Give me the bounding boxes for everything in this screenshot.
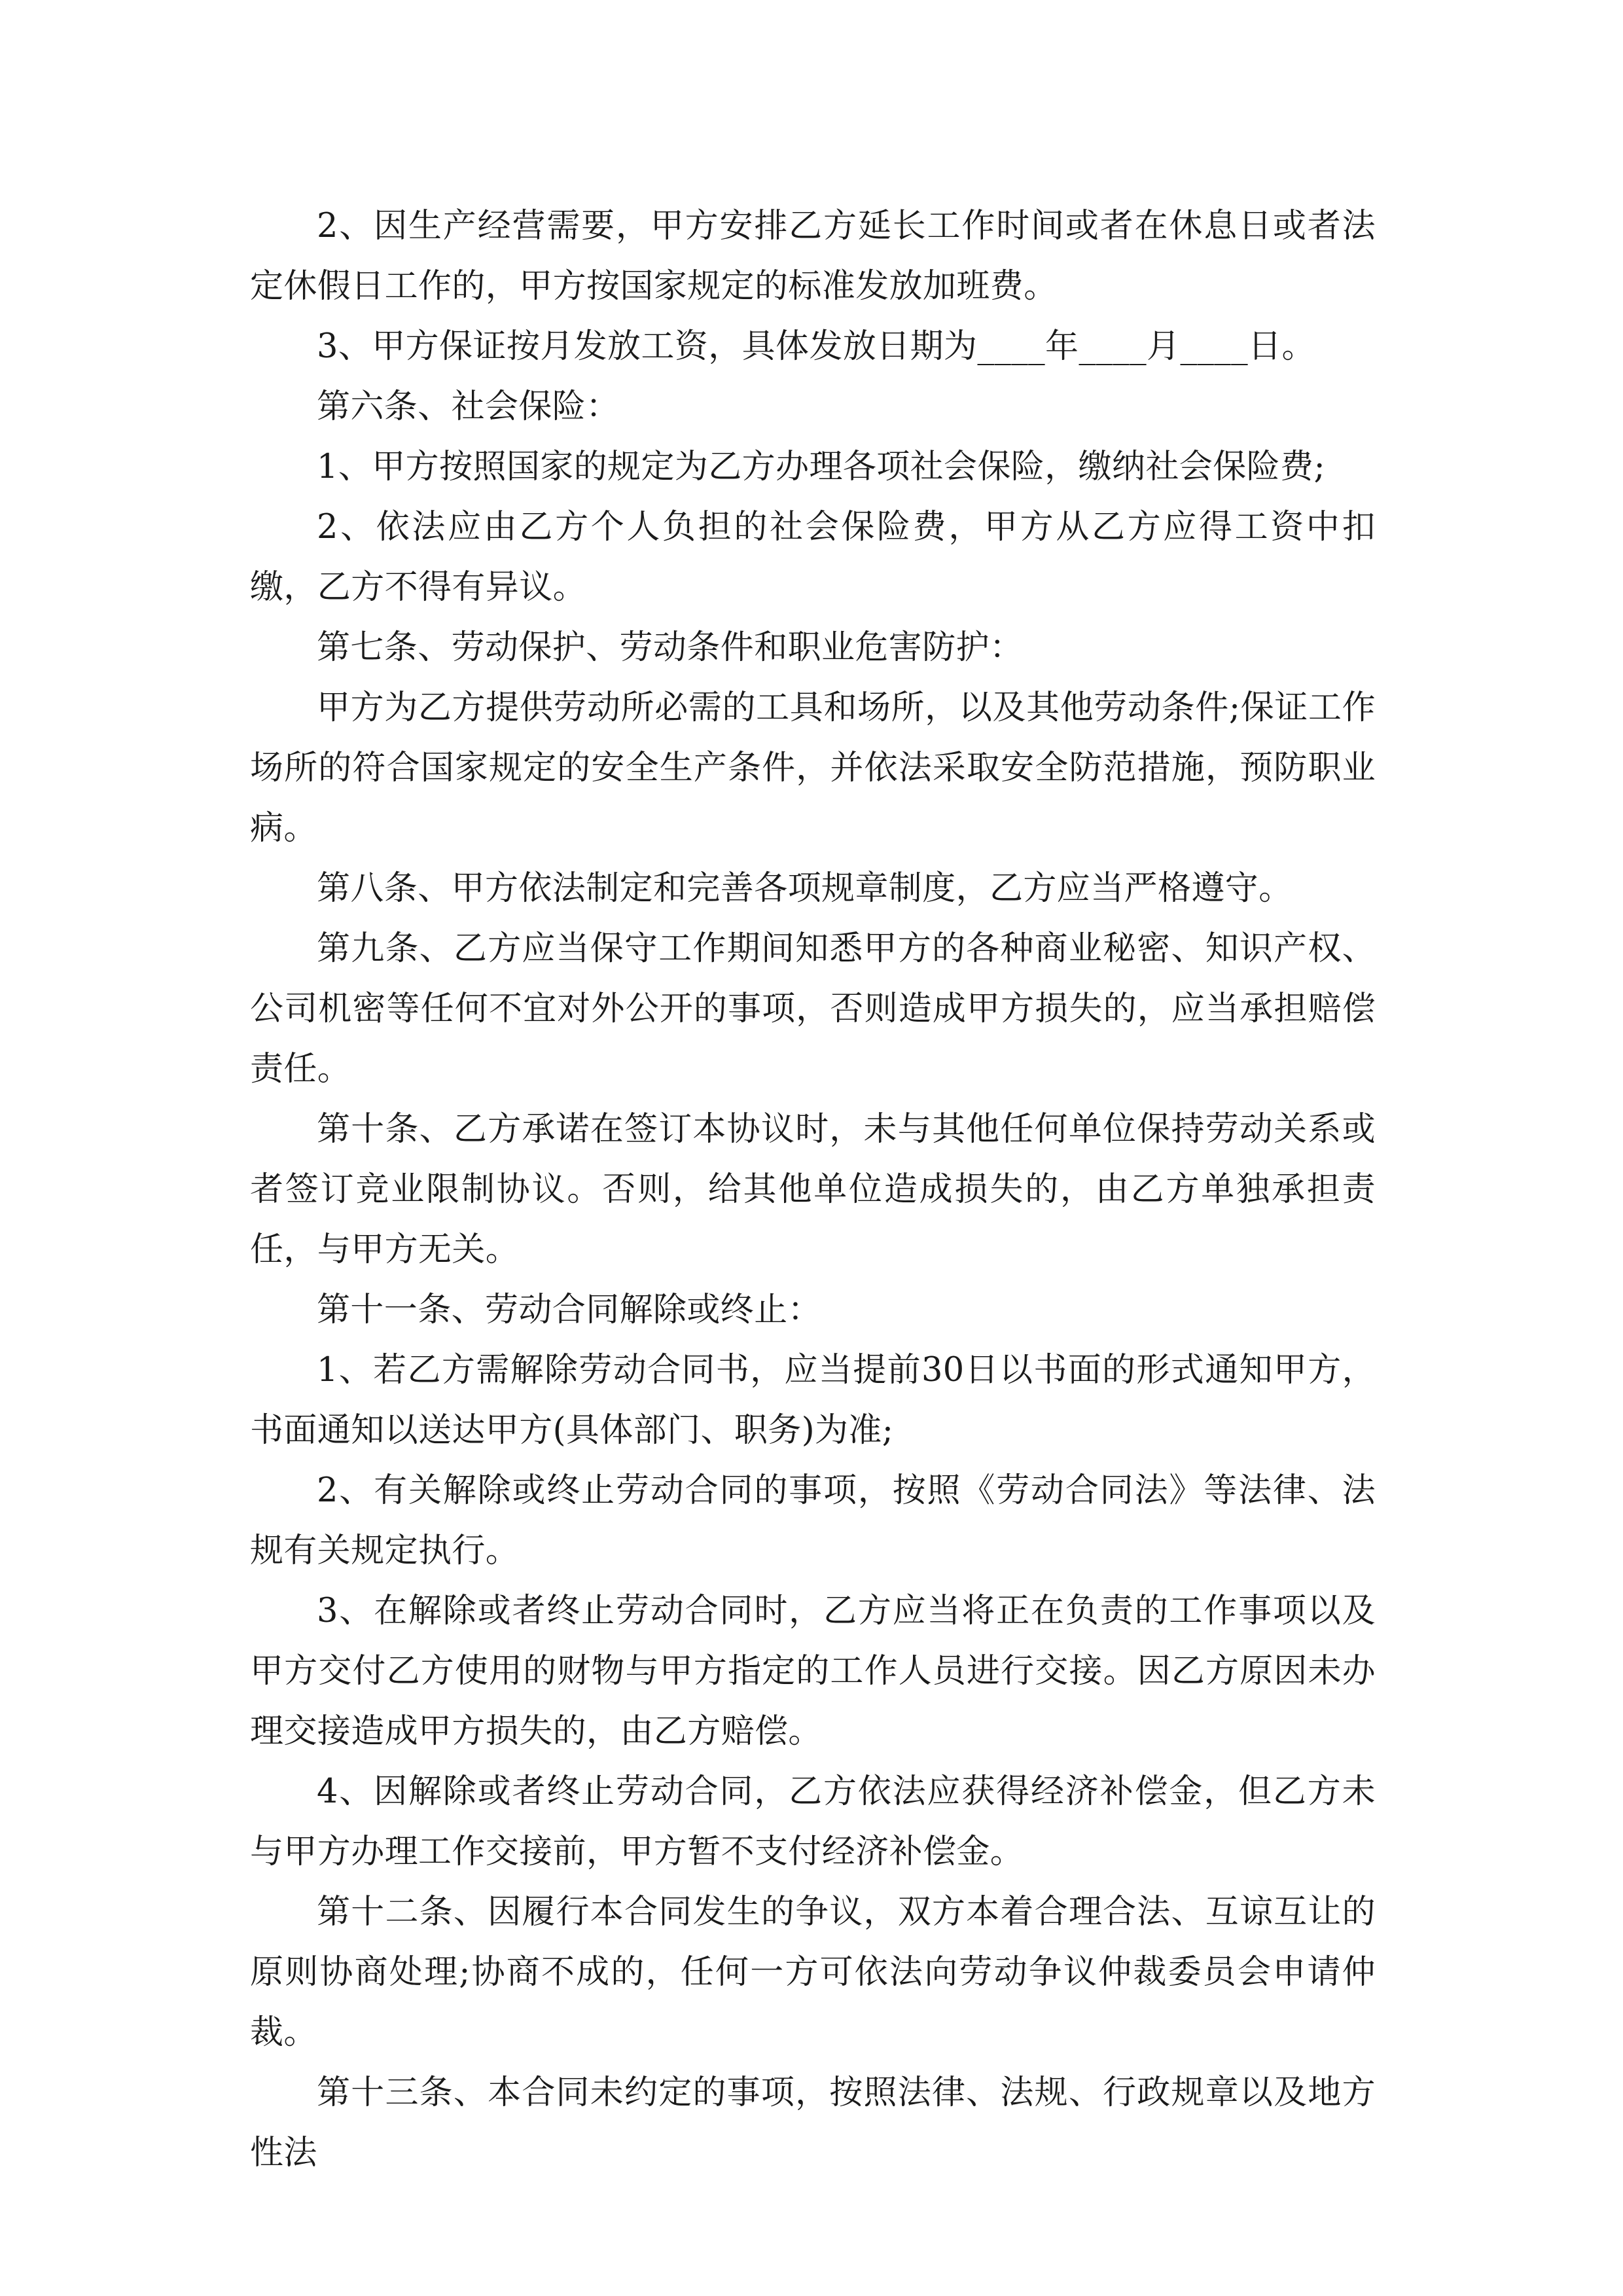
paragraph-termination-2: 2、有关解除或终止劳动合同的事项，按照《劳动合同法》等法律、法规有关规定执行。 [250, 1471, 1376, 1570]
paragraph-article-9: 第九条、乙方应当保守工作期间知悉甲方的各种商业秘密、知识产权、公司机密等任何不宜对外公开的事项，否则造成甲方损失的，应当承担赔偿责任。 [250, 929, 1376, 1088]
paragraph-termination-1: 1、若乙方需解除劳动合同书，应当提前30日以书面的形式通知甲方，书面通知以送达甲方(具体部门、职务)为准; [250, 1351, 1376, 1450]
paragraph-article-13: 第十三条、本合同未约定的事项，按照法律、法规、行政规章以及地方性法 [250, 2073, 1376, 2172]
heading-article-7: 第七条、劳动保护、劳动条件和职业危害防护： [317, 628, 1024, 667]
paragraph-article-12: 第十二条、因履行本合同发生的争议，双方本着合理合法、互谅互让的原则协商处理;协商不成的，任何一方可依法向劳动争议仲裁委员会申请仲裁。 [250, 1893, 1376, 2052]
paragraph-social-insurance-2: 2、依法应由乙方个人负担的社会保险费，甲方从乙方应得工资中扣缴，乙方不得有异议。 [250, 508, 1376, 607]
paragraph-labor-protection: 甲方为乙方提供劳动所必需的工具和场所，以及其他劳动条件;保证工作场所的符合国家规定的安全生产条件，并依法采取安全防范措施，预防职业病。 [250, 689, 1376, 848]
paragraph-social-insurance-1: 1、甲方按照国家的规定为乙方办理各项社会保险，缴纳社会保险费; [317, 448, 1326, 486]
paragraph-overtime-pay: 2、因生产经营需要，甲方安排乙方延长工作时间或者在休息日或者法定休假日工作的，甲方按国家规定的标准发放加班费。 [250, 207, 1376, 306]
paragraph-article-8: 第八条、甲方依法制定和完善各项规章制度，乙方应当严格遵守。 [317, 869, 1293, 908]
paragraph-termination-3: 3、在解除或者终止劳动合同时，乙方应当将正在负责的工作事项以及甲方交付乙方使用的财物与甲方指定的工作人员进行交接。因乙方原因未办理交接造成甲方损失的，由乙方赔偿。 [250, 1592, 1376, 1751]
paragraph-termination-4: 4、因解除或者终止劳动合同，乙方依法应获得经济补偿金，但乙方未与甲方办理工作交接前，甲方暂不支付经济补偿金。 [250, 1772, 1376, 1871]
heading-article-11: 第十一条、劳动合同解除或终止： [317, 1291, 822, 1329]
paragraph-salary-date: 3、甲方保证按月发放工资，具体发放日期为____年____月____日。 [317, 327, 1315, 366]
paragraph-article-10: 第十条、乙方承诺在签订本协议时，未与其他任何单位保持劳动关系或者签订竞业限制协议。否则，给其他单位造成损失的，由乙方单独承担责任，与甲方无关。 [250, 1110, 1376, 1269]
heading-article-6: 第六条、社会保险： [317, 387, 620, 426]
document-body [250, 196, 1376, 2183]
